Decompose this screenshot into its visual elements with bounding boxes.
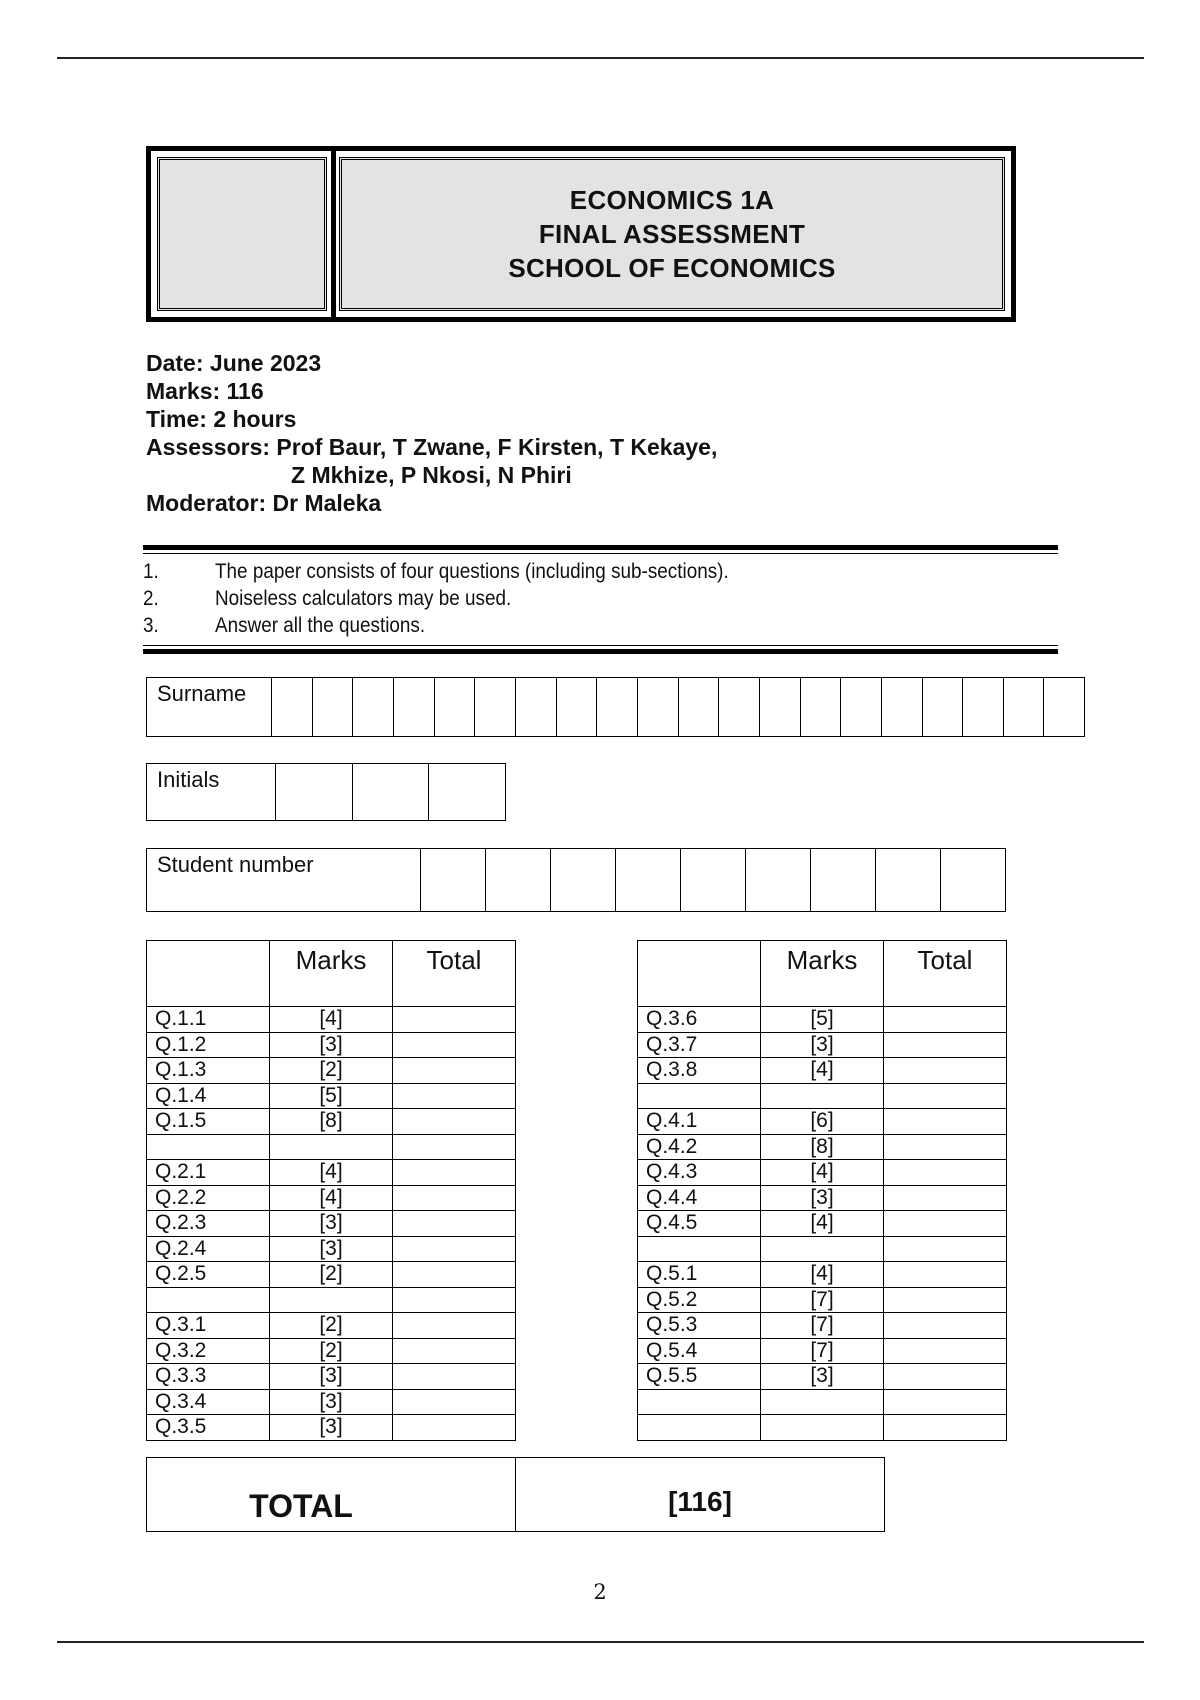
initials-char-box[interactable] (276, 764, 353, 820)
exam-assessors-cont: Z Mkhize, P Nkosi, N Phiri (291, 462, 572, 488)
surname-char-box[interactable] (313, 678, 354, 736)
student-number-digit-box[interactable] (876, 849, 941, 911)
marks-row (147, 1083, 516, 1109)
question-marks: [8] (270, 1109, 393, 1135)
question-marks (270, 1287, 393, 1313)
question-label: Q.1.4 (147, 1083, 270, 1109)
question-total-cell[interactable] (884, 1134, 1007, 1160)
question-total-cell[interactable] (884, 1364, 1007, 1390)
question-total-cell[interactable] (393, 1083, 516, 1109)
surname-boxes (272, 678, 1084, 736)
marks-row (638, 1109, 1007, 1135)
question-label: Q.5.4 (638, 1338, 761, 1364)
student-number-boxes (421, 849, 1005, 911)
marks-row (147, 1364, 516, 1390)
instruction-number: 2. (143, 587, 159, 610)
student-number-label: Student number (147, 849, 421, 911)
question-marks: [4] (761, 1211, 884, 1237)
question-marks: [2] (270, 1338, 393, 1364)
question-total-cell[interactable] (393, 1211, 516, 1237)
question-label (147, 1134, 270, 1160)
instructions-list (143, 558, 1058, 639)
bottom-rule (57, 1641, 1144, 1643)
question-total-cell[interactable] (884, 1109, 1007, 1135)
question-marks: [2] (270, 1313, 393, 1339)
marks-row (147, 1338, 516, 1364)
exam-moderator: Moderator: Dr Maleka (146, 490, 382, 516)
question-total-cell[interactable] (884, 1058, 1007, 1084)
question-marks: [8] (761, 1134, 884, 1160)
student-number-digit-box[interactable] (811, 849, 876, 911)
question-label: Q.5.2 (638, 1287, 761, 1313)
question-label: Q.5.1 (638, 1262, 761, 1288)
surname-char-box[interactable] (1044, 678, 1084, 736)
marks-row (638, 1083, 1007, 1109)
question-marks: [2] (270, 1058, 393, 1084)
question-marks (761, 1389, 884, 1415)
student-number-field (146, 848, 1006, 912)
surname-char-box[interactable] (923, 678, 964, 736)
question-label: Q.2.5 (147, 1262, 270, 1288)
question-total-cell[interactable] (884, 1287, 1007, 1313)
student-number-digit-box[interactable] (746, 849, 811, 911)
question-marks: [7] (761, 1287, 884, 1313)
question-total-cell[interactable] (884, 1338, 1007, 1364)
marks-row (638, 1262, 1007, 1288)
right-header-blank (638, 941, 761, 1007)
question-total-cell[interactable] (884, 1389, 1007, 1415)
question-label: Q.1.5 (147, 1109, 270, 1135)
student-number-digit-box[interactable] (616, 849, 681, 911)
surname-char-box[interactable] (841, 678, 882, 736)
question-total-cell[interactable] (393, 1058, 516, 1084)
instruction-text: Noiseless calculators may be used. (215, 587, 512, 610)
surname-char-box[interactable] (882, 678, 923, 736)
question-label: Q.2.4 (147, 1236, 270, 1262)
surname-char-box[interactable] (394, 678, 435, 736)
initials-field (146, 763, 506, 821)
top-rule (57, 57, 1144, 59)
question-label (638, 1415, 761, 1441)
marks-row (638, 1313, 1007, 1339)
marks-row (147, 1160, 516, 1186)
question-marks: [4] (761, 1058, 884, 1084)
instructions (143, 545, 1058, 654)
initials-boxes (276, 764, 505, 820)
question-marks: [4] (270, 1160, 393, 1186)
question-total-cell[interactable] (393, 1032, 516, 1058)
question-total-cell[interactable] (393, 1134, 516, 1160)
marks-row (638, 1338, 1007, 1364)
marks-row (147, 1109, 516, 1135)
instructions-bottom-thin (143, 645, 1058, 646)
assessment-title: FINAL ASSESSMENT (538, 219, 806, 249)
surname-char-box[interactable] (557, 678, 598, 736)
question-total-cell[interactable] (884, 1262, 1007, 1288)
question-total-cell[interactable] (884, 1160, 1007, 1186)
marks-row (147, 1236, 516, 1262)
surname-char-box[interactable] (801, 678, 842, 736)
question-total-cell[interactable] (393, 1364, 516, 1390)
question-label: Q.2.3 (147, 1211, 270, 1237)
left-header-marks: Marks (270, 941, 393, 1007)
right-header-total: Total (884, 941, 1007, 1007)
right-header-marks: Marks (761, 941, 884, 1007)
question-label: Q.4.2 (638, 1134, 761, 1160)
instruction-number: 3. (143, 614, 159, 637)
question-total-cell[interactable] (393, 1415, 516, 1441)
student-number-digit-box[interactable] (941, 849, 1005, 911)
question-marks: [3] (270, 1236, 393, 1262)
initials-label: Initials (147, 764, 276, 820)
question-label: Q.1.3 (147, 1058, 270, 1084)
marks-row (147, 1032, 516, 1058)
instructions-top-thin (143, 553, 1058, 554)
surname-char-box[interactable] (638, 678, 679, 736)
total-label: TOTAL (147, 1458, 516, 1531)
student-number-digit-box[interactable] (421, 849, 486, 911)
question-marks: [3] (761, 1185, 884, 1211)
question-label: Q.4.4 (638, 1185, 761, 1211)
exam-marks: Marks: 116 (146, 378, 264, 404)
marks-row (638, 1007, 1007, 1033)
question-label (147, 1287, 270, 1313)
surname-char-box[interactable] (435, 678, 476, 736)
question-marks: [4] (761, 1160, 884, 1186)
question-total-cell[interactable] (393, 1389, 516, 1415)
logo-placeholder (157, 157, 327, 311)
instruction-text: The paper consists of four questions (including sub-sections). (215, 560, 729, 583)
marks-row (147, 1134, 516, 1160)
question-label: Q.3.7 (638, 1032, 761, 1058)
question-total-cell[interactable] (393, 1236, 516, 1262)
question-total-cell[interactable] (884, 1007, 1007, 1033)
question-label: Q.2.2 (147, 1185, 270, 1211)
page-number: 2 (593, 1580, 607, 1604)
question-label: Q.5.5 (638, 1364, 761, 1390)
question-label: Q.2.1 (147, 1160, 270, 1186)
question-marks: [6] (761, 1109, 884, 1135)
question-total-cell[interactable] (393, 1185, 516, 1211)
question-marks: [2] (270, 1262, 393, 1288)
marks-row (147, 1007, 516, 1033)
question-label: Q.5.3 (638, 1313, 761, 1339)
surname-char-box[interactable] (475, 678, 516, 736)
marks-row (638, 1160, 1007, 1186)
instruction-item (143, 585, 967, 612)
question-label: Q.4.3 (638, 1160, 761, 1186)
question-marks: [3] (270, 1389, 393, 1415)
marks-table-left (146, 940, 516, 1441)
instructions-bottom-bar (143, 649, 1058, 654)
question-total-cell[interactable] (884, 1211, 1007, 1237)
initials-char-box[interactable] (429, 764, 505, 820)
total-value: [116] (668, 1485, 732, 1517)
marks-row (638, 1185, 1007, 1211)
question-label: Q.3.6 (638, 1007, 761, 1033)
question-marks: [7] (761, 1338, 884, 1364)
question-total-cell[interactable] (884, 1083, 1007, 1109)
left-header-total: Total (393, 941, 516, 1007)
marks-row (638, 1364, 1007, 1390)
question-label: Q.3.3 (147, 1364, 270, 1390)
marks-row (147, 1415, 516, 1441)
question-marks: [3] (270, 1211, 393, 1237)
question-total-cell[interactable] (884, 1236, 1007, 1262)
question-label: Q.3.5 (147, 1415, 270, 1441)
question-total-cell[interactable] (393, 1338, 516, 1364)
question-marks (761, 1083, 884, 1109)
marks-table-right (637, 940, 1007, 1441)
student-number-digit-box[interactable] (551, 849, 616, 911)
question-label: Q.1.1 (147, 1007, 270, 1033)
exam-info (146, 349, 717, 517)
student-number-digit-box[interactable] (681, 849, 746, 911)
question-total-cell[interactable] (393, 1109, 516, 1135)
question-marks: [3] (761, 1364, 884, 1390)
question-total-cell[interactable] (393, 1262, 516, 1288)
question-total-cell[interactable] (884, 1185, 1007, 1211)
instruction-number: 1. (143, 560, 159, 583)
question-marks: [5] (270, 1083, 393, 1109)
question-label: Q.3.8 (638, 1058, 761, 1084)
question-marks: [3] (270, 1415, 393, 1441)
marks-row (638, 1236, 1007, 1262)
surname-char-box[interactable] (597, 678, 638, 736)
question-total-cell[interactable] (393, 1007, 516, 1033)
question-label (638, 1389, 761, 1415)
instruction-text: Answer all the questions. (215, 614, 426, 637)
course-title: ECONOMICS 1A (569, 185, 775, 215)
surname-char-box[interactable] (353, 678, 394, 736)
marks-row (638, 1389, 1007, 1415)
title-box (146, 146, 1016, 322)
question-label (638, 1083, 761, 1109)
marks-row (147, 1211, 516, 1237)
surname-char-box[interactable] (516, 678, 557, 736)
question-marks (761, 1415, 884, 1441)
question-label: Q.1.2 (147, 1032, 270, 1058)
marks-row (147, 1185, 516, 1211)
title-panel (339, 157, 1005, 311)
question-marks (761, 1236, 884, 1262)
question-marks: [3] (270, 1032, 393, 1058)
marks-row (638, 1211, 1007, 1237)
marks-row (638, 1415, 1007, 1441)
question-marks: [5] (761, 1007, 884, 1033)
question-label: Q.4.1 (638, 1109, 761, 1135)
exam-assessors: Assessors: Prof Baur, T Zwane, F Kirsten, T Kekaye, (146, 434, 718, 460)
instruction-item (143, 558, 967, 585)
surname-char-box[interactable] (719, 678, 760, 736)
surname-char-box[interactable] (963, 678, 1004, 736)
question-total-cell[interactable] (393, 1313, 516, 1339)
question-marks (270, 1134, 393, 1160)
question-marks: [7] (761, 1313, 884, 1339)
total-box (146, 1457, 885, 1532)
surname-char-box[interactable] (679, 678, 720, 736)
question-label: Q.3.4 (147, 1389, 270, 1415)
marks-row (147, 1313, 516, 1339)
school-title: SCHOOL OF ECONOMICS (508, 253, 836, 283)
question-label (638, 1236, 761, 1262)
marks-row (147, 1287, 516, 1313)
surname-char-box[interactable] (272, 678, 313, 736)
question-marks: [4] (270, 1185, 393, 1211)
question-total-cell[interactable] (884, 1313, 1007, 1339)
question-total-cell[interactable] (884, 1415, 1007, 1441)
title-divider (331, 151, 336, 317)
left-header-blank (147, 941, 270, 1007)
instruction-item (143, 612, 967, 639)
question-total-cell[interactable] (393, 1160, 516, 1186)
question-label: Q.3.1 (147, 1313, 270, 1339)
question-marks: [3] (270, 1364, 393, 1390)
surname-char-box[interactable] (760, 678, 801, 736)
marks-row (147, 1389, 516, 1415)
surname-field (146, 677, 1085, 737)
marks-row (638, 1058, 1007, 1084)
student-number-digit-box[interactable] (486, 849, 551, 911)
initials-char-box[interactable] (353, 764, 430, 820)
question-marks: [3] (761, 1032, 884, 1058)
question-label: Q.4.5 (638, 1211, 761, 1237)
marks-row (638, 1287, 1007, 1313)
marks-row (638, 1134, 1007, 1160)
instructions-top-bar (143, 545, 1058, 550)
question-total-cell[interactable] (884, 1032, 1007, 1058)
surname-label: Surname (147, 678, 272, 736)
question-total-cell[interactable] (393, 1287, 516, 1313)
marks-row (147, 1058, 516, 1084)
surname-char-box[interactable] (1004, 678, 1045, 736)
question-label: Q.3.2 (147, 1338, 270, 1364)
question-marks: [4] (270, 1007, 393, 1033)
marks-row (147, 1262, 516, 1288)
exam-date: Date: June 2023 (146, 350, 322, 376)
question-marks: [4] (761, 1262, 884, 1288)
exam-time: Time: 2 hours (146, 406, 297, 432)
marks-row (638, 1032, 1007, 1058)
